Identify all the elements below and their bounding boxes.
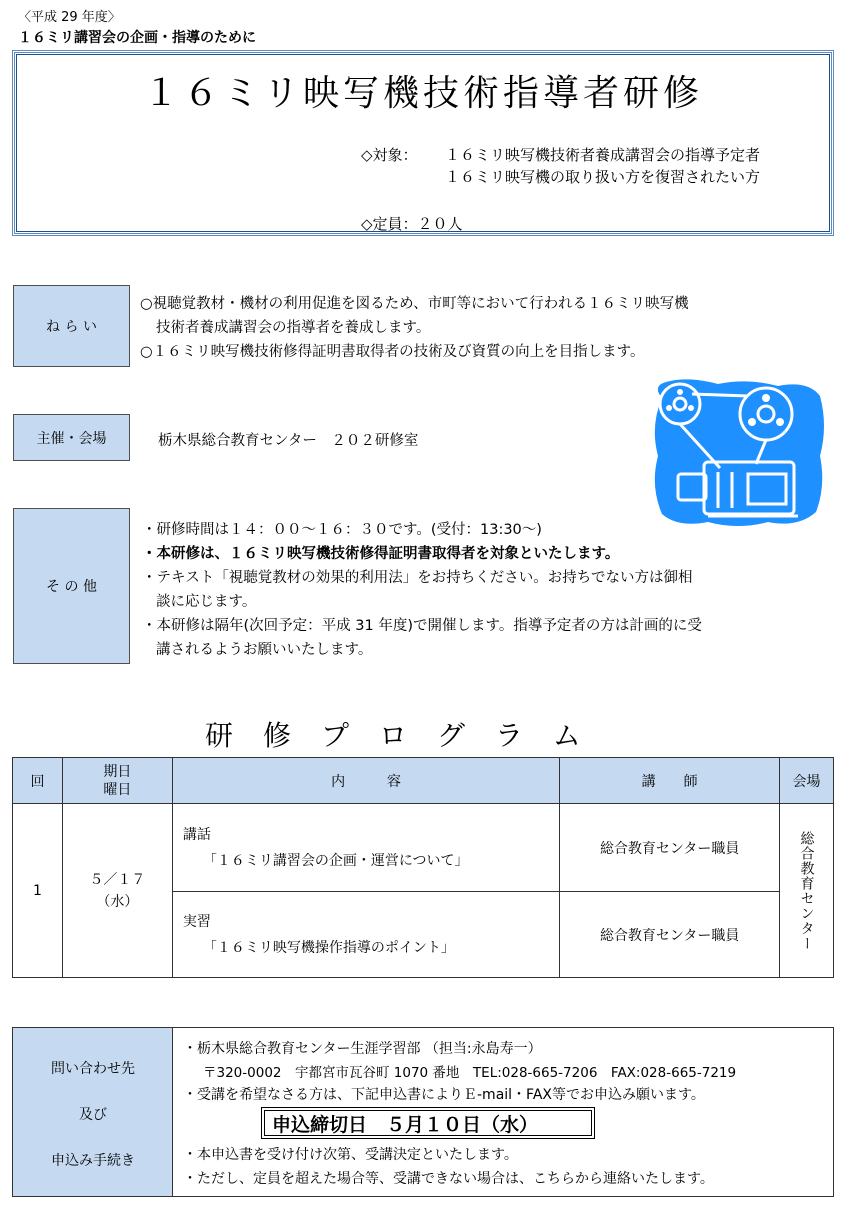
date-value: ５／１７	[89, 871, 146, 888]
round-cell: 1	[13, 804, 63, 978]
contact-label	[13, 1028, 173, 1196]
other-line-2: ・本研修は、１６ミリ映写機技術修得証明書取得者を対象といたします。	[142, 546, 620, 562]
weekday-value: （水）	[96, 893, 139, 910]
projector-illustration	[648, 376, 828, 530]
header-content: 内 容	[172, 758, 559, 804]
table-row	[13, 804, 834, 892]
deadline-box: 申込締切日 ５月１０日（水）	[261, 1107, 595, 1139]
contact-line-5: ・ただし、定員を超えた場合等、受講できない場合は、こちらから連絡いたします。	[183, 1171, 714, 1187]
host-label: 主催・会場	[13, 414, 130, 461]
target-line-1: １６ミリ映写機技術者養成講習会の指導予定者	[445, 146, 761, 164]
other-line-5: ・本研修は隔年(次回予定：平成 31 年度)で開催します。指導予定者の方は計画的に受	[142, 618, 702, 634]
content-text-1: 「１６ミリ講習会の企画・運営について」	[202, 852, 469, 869]
lecturer-cell-1: 総合教育センター職員	[560, 804, 780, 892]
header-venue: 会場	[780, 758, 834, 804]
program-table	[12, 757, 834, 978]
program-header-row	[13, 758, 834, 804]
header-date-line2: 曜日	[103, 781, 132, 798]
other-line-3: ・テキスト「視聴覚教材の効果的利用法」をお持ちください。お持ちでない方は御相	[142, 570, 693, 586]
contact-box	[12, 1027, 834, 1197]
aim-line-1: ○視聴覚教材・機材の利用促進を図るため、市町等において行われる１６ミリ映写機	[140, 296, 689, 312]
content-cell-1	[172, 804, 559, 892]
header-round: 回	[13, 758, 63, 804]
contact-label-2: 及び	[79, 1107, 107, 1123]
venue-text: 総合教育センター	[798, 830, 815, 951]
content-type-1: 講話	[182, 826, 211, 843]
header-lecturer: 講 師	[560, 758, 780, 804]
contact-label-3: 申込み手続き	[51, 1153, 135, 1169]
contact-line-4: ・本申込書を受け付け次第、受講決定といたします。	[183, 1147, 518, 1163]
program-title: 研修プログラム	[205, 719, 611, 752]
header-date-line1: 期日	[103, 763, 132, 780]
other-line-4: 談に応じます。	[156, 594, 257, 610]
year-label: 〈平成 29 年度〉	[18, 10, 121, 25]
title-box	[12, 50, 834, 236]
contact-line-2: 〒320-0002 宇都宮市瓦谷町 1070 番地 TEL:028-665-7206 FAX:028-665-7219	[203, 1065, 737, 1081]
date-cell	[62, 804, 172, 978]
aim-line-3: ○１６ミリ映写機技術修得証明書取得者の技術及び資質の向上を目指します。	[140, 344, 645, 360]
contact-line-1: ・栃木県総合教育センター生涯学習部 （担当:永島寿一）	[183, 1041, 542, 1057]
target-label: ◇対象：	[361, 146, 418, 164]
lecturer-cell-2: 総合教育センター職員	[560, 892, 780, 978]
contact-label-1: 問い合わせ先	[51, 1061, 135, 1077]
target-line-2: １６ミリ映写機の取り扱い方を復習されたい方	[445, 168, 761, 186]
contact-line-3: ・受講を希望なさる方は、下記申込書によりＥ-mail・FAX等でお申込み願います。	[183, 1087, 705, 1103]
host-venue: 栃木県総合教育センター ２０２研修室	[158, 433, 419, 449]
capacity: ◇定員：２０人	[361, 215, 463, 233]
content-type-2: 実習	[182, 913, 211, 930]
subtitle: １６ミリ講習会の企画・指導のために	[18, 30, 256, 46]
page-title: １６ミリ映写機技術指導者研修	[142, 73, 703, 114]
other-label: そ の 他	[13, 508, 130, 664]
content-cell-2	[172, 892, 559, 978]
other-line-1: ・研修時間は１４：００～１６：３０です。(受付：13:30～)	[142, 522, 542, 538]
venue-cell	[780, 804, 834, 978]
aim-label: ね ら い	[13, 285, 130, 367]
header-date	[62, 758, 172, 804]
content-text-2: 「１６ミリ映写機操作指導のポイント」	[202, 939, 455, 956]
aim-line-2: 技術者養成講習会の指導者を養成します。	[156, 320, 431, 336]
other-line-6: 講されるようお願いいたします。	[156, 642, 373, 658]
